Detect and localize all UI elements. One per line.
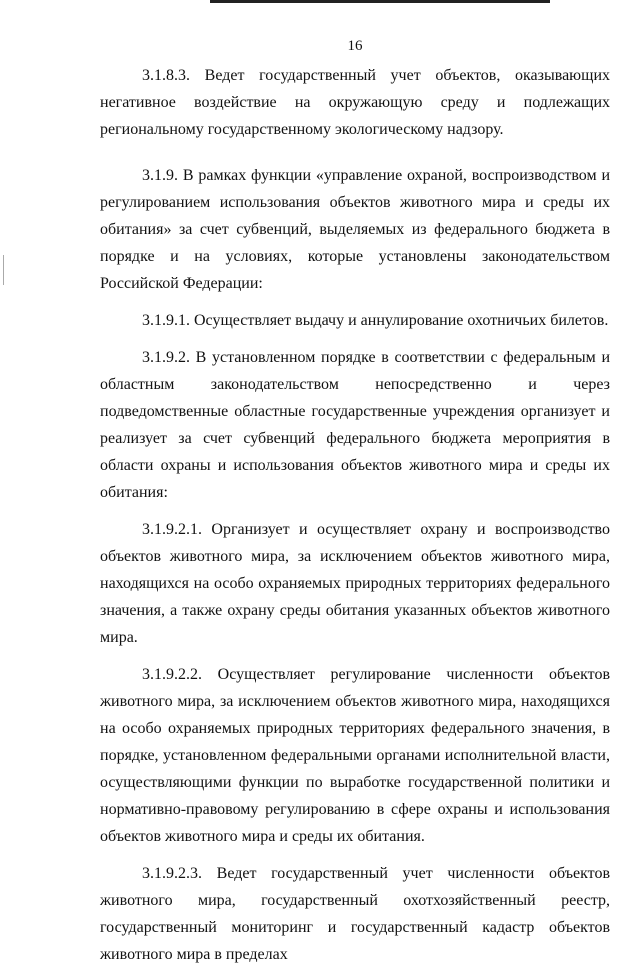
paragraph-3-1-9-1: 3.1.9.1. Осуществляет выдачу и аннулирование охотничьих билетов.: [142, 312, 609, 329]
paragraph-3-1-9-2: 3.1.9.2. В установленном порядке в соответствии с федеральным и областным законодательством непосредственно и через подведомственные областные государственные учреждения организует и реализует за счет субвенций федерального бюджета мероприятия в области охраны и использования объектов животного мира и среды их обитания:: [100, 349, 610, 501]
page-number: 16: [347, 38, 363, 54]
paragraph-3-1-9: 3.1.9. В рамках функции «управление охраной, воспроизводством и регулированием использования объектов животного мира и среды их обитания» за счет субвенций, выделяемых из федерального бюджета в порядке и на условиях, которые установлены законодательством Российской Федерации:: [100, 167, 610, 292]
top-edge-rule: [210, 0, 550, 3]
scan-edge-mark: [3, 255, 4, 285]
paragraph-3-1-9-2-3: 3.1.9.2.3. Ведет государственный учет численности объектов животного мира, государственный охотхозяйственный реестр, государственный мониторинг и государственный кадастр объектов животного мира в пределах: [100, 865, 610, 963]
paragraph-3-1-9-2-1: 3.1.9.2.1. Организует и осуществляет охрану и воспроизводство объектов животного мира, за исключением объектов животного мира, находящихся на особо охраняемых природных территориях федерального значения, а также охрану среды обитания указанных объектов животного мира.: [100, 521, 610, 646]
paragraph-3-1-8-3: 3.1.8.3. Ведет государственный учет объектов, оказывающих негативное воздействие на окружающую среду и подлежащих региональному государственному экологическому надзору.: [100, 67, 610, 138]
paragraph-3-1-9-2-2: 3.1.9.2.2. Осуществляет регулирование численности объектов животного мира, за исключением объектов животного мира, находящихся на особо охраняемых природных территориях федерального значения, в порядке, установленном федеральными органами исполнительной власти, осуществляющими функции по выработке государственной политики и нормативно-правовому регулированию в сфере охраны и использования объектов животного мира и среды их обитания.: [100, 666, 610, 845]
document-body: [100, 62, 610, 978]
